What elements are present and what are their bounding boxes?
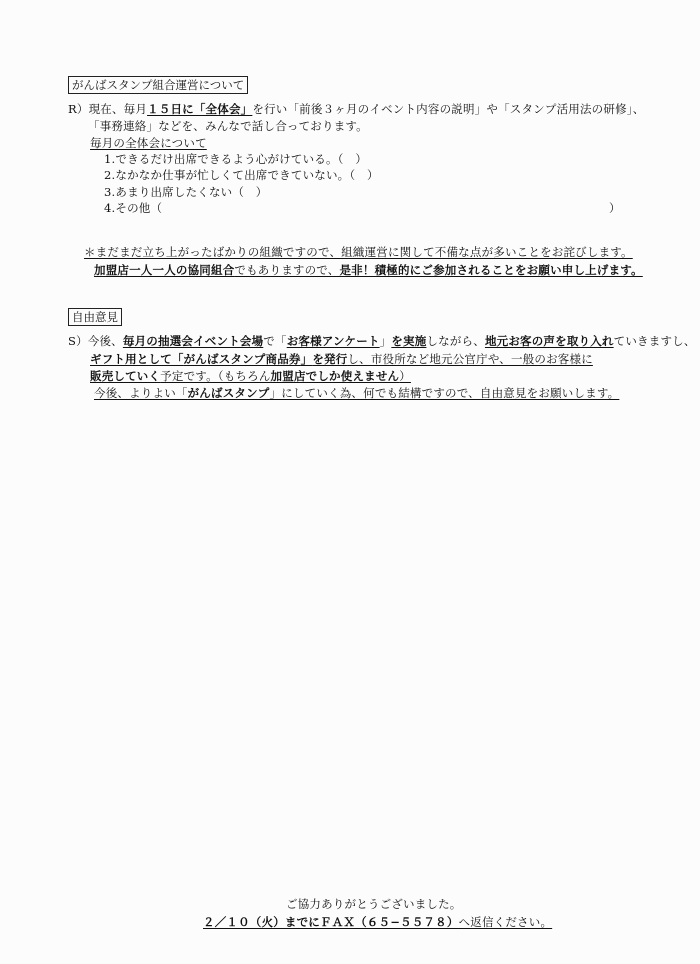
s2-l4-t3: 」にしていく為、何でも結構ですので、自由意見をお願いします。	[269, 386, 620, 400]
s2-l4-t2: がんばスタンプ	[187, 386, 270, 400]
section2-line2	[90, 351, 593, 367]
s2-l3-t2: 予定です。（もちろん	[160, 369, 271, 383]
s2-l2-t5: し、市役所など地元公官庁や、一般のお客様に	[347, 352, 593, 366]
s2-l1-t8: 地元お客の声を取り入れ	[484, 334, 614, 348]
para1-text2: １５日に「全体会」	[147, 102, 253, 116]
section2-line3	[90, 368, 411, 384]
deadline-reply: へ返信ください。	[458, 915, 553, 929]
notice-line2-text1: 加盟店一人一人の協同組合	[94, 263, 235, 277]
s2-l3-t1: 販売していく	[90, 369, 161, 383]
s2-l1-t3: で「	[263, 334, 287, 348]
deadline-date: ２／１０（火）までに	[203, 915, 320, 929]
s2-l1-t1: 今後、	[87, 334, 123, 348]
s2-l1-t2: 毎月の抽選会イベント会場	[122, 334, 264, 348]
section2-prefix: S）	[68, 334, 88, 348]
section1-prefix: R）	[68, 102, 89, 116]
s2-l1-t4: お客様アンケート	[286, 334, 380, 348]
survey-option-1: 1.できるだけ出席できるよう心がけている。（ ）	[104, 152, 368, 166]
section1-paragraph-line2	[88, 118, 368, 134]
footer-deadline	[203, 914, 552, 930]
survey-title: 毎月の全体会について	[90, 136, 207, 150]
section-heading-union-operation: がんばスタンプ組合運営について	[68, 76, 248, 94]
s2-l4-t1: 今後、よりよい「	[94, 386, 188, 400]
section-heading-free-opinion: 自由意見	[68, 308, 122, 326]
s2-l1-t9: ていきますし、	[613, 334, 696, 348]
notice-line2-text2: でもありますので、	[234, 263, 340, 277]
section2-line4	[94, 385, 619, 401]
deadline-fax: ＦＡＸ（６５−５５７８）	[320, 915, 459, 929]
s2-l2-t2: がんばスタンプ商品券	[183, 352, 301, 366]
s2-l1-t7: しながら、	[426, 334, 485, 348]
s2-l1-t6: を実施	[391, 334, 427, 348]
footer-thanks: ご協力ありがとうございました。	[286, 897, 462, 911]
para1-text3: を行い「前後３ヶ月のイベント内容の説明」や「スタンプ活用法の研修」、	[252, 102, 645, 116]
s2-l3-t4: ）	[399, 369, 411, 383]
survey-option-4-close: ）	[609, 201, 621, 215]
notice-line1	[84, 244, 633, 260]
section1-paragraph-line1	[68, 101, 644, 117]
notice-line2-text3: 是非！積極的にご参加されることをお願い申し上げます。	[339, 263, 643, 277]
s2-l2-t1: ギフト用として「	[90, 352, 184, 366]
s2-l2-t4: を発行	[312, 352, 348, 366]
notice-line2	[94, 262, 643, 278]
para1-text1: 現在、毎月	[88, 102, 148, 116]
survey-option-2: 2.なかなか仕事が忙しくて出席できていない。（ ）	[104, 168, 379, 182]
survey-option-4: 4.その他（	[104, 201, 163, 215]
notice-line1-text: ＊まだまだ立ち上がったばかりの組織ですので、組織運営に関して不備な点が多いことをお詫びします。	[84, 245, 633, 259]
s2-l1-t5: 」	[379, 334, 392, 348]
section2-line1	[68, 333, 696, 349]
para2-text: 「事務連絡」などを、みんなで話し合っております。	[88, 119, 368, 133]
s2-l3-t3: 加盟店でしか使えません	[270, 369, 400, 383]
survey-option-3: 3.あまり出席したくない（ ）	[104, 185, 268, 199]
s2-l2-t3: 」	[300, 352, 313, 366]
